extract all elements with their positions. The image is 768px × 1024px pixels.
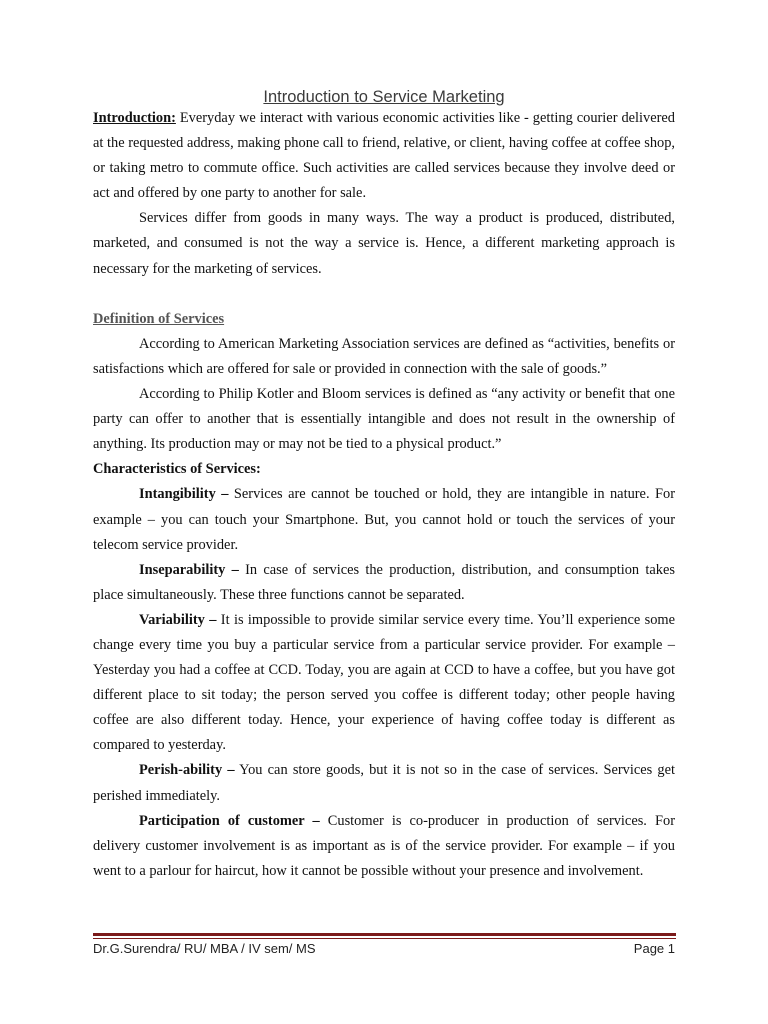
characteristic-perishability (93, 758, 675, 808)
characteristic-term: Perish-ability – (139, 762, 235, 779)
footer-divider-thin (93, 938, 676, 939)
characteristic-text: You can store goods, but it is not so in the case of services. Services get perished immediately. (93, 762, 675, 804)
page-title: Introduction to Service Marketing (263, 88, 505, 106)
footer-page-number: Page 1 (633, 941, 675, 956)
characteristic-text: Services are cannot be touched or hold, they are intangible in nature. For example – you can touch your Smartphone. But, you cannot hold or touch the services of your telecom service provider. (93, 486, 675, 553)
characteristic-variability (93, 608, 675, 759)
definition-heading: Definition of Services (93, 310, 225, 327)
characteristic-text: It is impossible to provide similar service every time. You’ll experience some change every time you buy a particular service from a particular service provider. For example – Yesterday you had a coffee at CCD. Today, you are again at CCD to have a coffee, but you have got different place to sit today; the person served you coffee is different today; other people having coffee are also different today. Hence, your experience of having coffee today is different as compared to yesterday. (93, 611, 675, 754)
characteristic-term: Variability – (139, 611, 217, 628)
characteristic-inseparability (93, 558, 675, 608)
characteristic-term: Participation of customer – (139, 812, 320, 829)
intro-paragraph-2: Services differ from goods in many ways. The way a product is produced, distributed, marketed, and consumed is not the way a service is. Hence, a different marketing approach is necessary for the marketing of services. (93, 210, 675, 277)
document-body (93, 106, 675, 884)
definition-paragraph-2: According to Philip Kotler and Bloom services is defined as “any activity or benefit that one party can offer to another that is essentially intangible and does not result in the ownership of anything. Its production may or may not be tied to a physical product.” (93, 386, 675, 453)
footer-divider (93, 933, 676, 939)
characteristic-text: In case of services the production, distribution, and consumption takes place simultaneously. These three functions cannot be separated. (93, 561, 675, 603)
spacer (93, 282, 675, 307)
characteristics-heading: Characteristics of Services: (93, 461, 261, 478)
characteristic-participation (93, 809, 675, 884)
intro-paragraph (93, 106, 675, 206)
characteristic-intangibility (93, 482, 675, 557)
characteristic-term: Intangibility – (139, 486, 229, 503)
intro-text: Everyday we interact with various economic activities like - getting courier delivered at the requested address, making phone call to friend, relative, or client, having coffee at coffee shop, or taking metro to commute office. Such activities are called services because they involve deed or act and offered by one party to another for sale. (93, 110, 675, 202)
intro-label: Introduction: (93, 110, 176, 126)
footer-divider-thick (93, 933, 676, 936)
footer-author: Dr.G.Surendra/ RU/ MBA / IV sem/ MS (93, 941, 316, 956)
definition-paragraph-1: According to American Marketing Association services are defined as “activities, benefits or satisfactions which are offered for sale or provided in connection with the sale of goods.” (93, 335, 675, 377)
definition-heading-line (93, 307, 675, 332)
characteristic-text: Customer is co-producer in production of services. For delivery customer involvement is as important as is of the service provider. For example – if you went to a parlour for haircut, how it cannot be possible without your presence and involvement. (93, 812, 675, 879)
characteristic-term: Inseparability – (139, 561, 239, 578)
